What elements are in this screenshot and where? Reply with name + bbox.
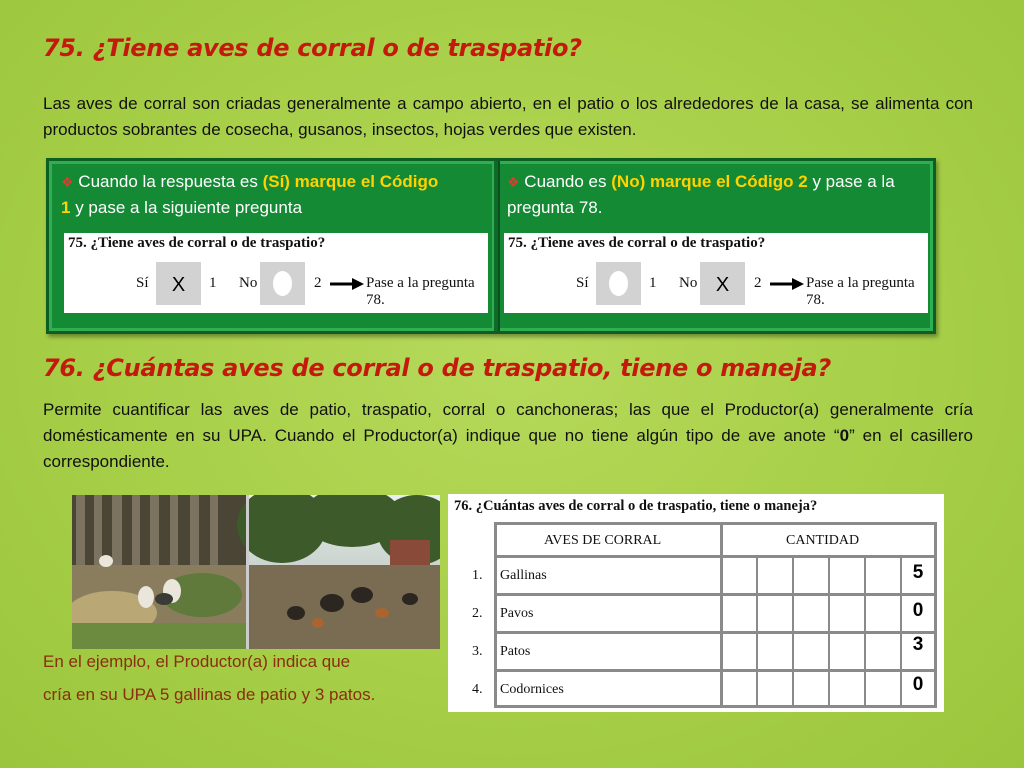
checkbox-mark: X bbox=[715, 274, 730, 296]
table-grid bbox=[494, 522, 937, 708]
row-bird-name: Gallinas bbox=[500, 568, 547, 583]
table-rule bbox=[494, 555, 937, 558]
poultry-photo-image bbox=[72, 495, 440, 649]
instruction-yes-pre: Cuando la respuesta es bbox=[73, 172, 263, 191]
yes-checkbox[interactable] bbox=[156, 262, 201, 305]
row-number: 1. bbox=[472, 568, 483, 583]
instruction-yes-highlight: (Sí) marque el Código 1 bbox=[61, 172, 439, 217]
no-label: No bbox=[679, 275, 698, 291]
column-header-quantity: CANTIDAD bbox=[786, 533, 860, 548]
instruction-panel bbox=[46, 158, 936, 334]
poultry-count-table bbox=[448, 494, 944, 712]
arrow-right-icon bbox=[770, 277, 804, 291]
yes-label: Sí bbox=[136, 275, 149, 291]
cell-divider bbox=[792, 556, 794, 708]
no-checkbox[interactable] bbox=[700, 262, 745, 305]
table-divider bbox=[720, 522, 723, 708]
description-post: ” en el casillero correspondiente. bbox=[43, 426, 974, 471]
quantity-cell[interactable]: 5 bbox=[912, 562, 924, 583]
table-rule bbox=[494, 631, 937, 634]
cell-divider bbox=[828, 556, 830, 708]
column-header-birds: AVES DE CORRAL bbox=[544, 533, 662, 548]
description-zero: 0 bbox=[839, 426, 850, 445]
description-pre: Permite cuantificar las aves de patio, traspatio, corral o canchoneras; las que el Productor(a) generalmente cría domésticamente en su UPA. Cuando el Productor(a) indique que no tiene algún tipo de ave anote “ bbox=[43, 400, 973, 445]
instruction-yes bbox=[61, 169, 441, 221]
quantity-cell[interactable]: 0 bbox=[912, 674, 924, 695]
row-number: 3. bbox=[472, 644, 483, 659]
instruction-no-highlight: (No) marque el Código 2 bbox=[611, 172, 808, 191]
no-checkbox[interactable] bbox=[260, 262, 305, 305]
no-code: 2 bbox=[754, 275, 762, 291]
yes-label: Sí bbox=[576, 275, 589, 291]
panel-divider bbox=[492, 161, 500, 331]
bullet-diamond-icon: ❖ bbox=[507, 174, 520, 190]
empty-oval-icon bbox=[273, 271, 292, 296]
table-rule bbox=[494, 669, 937, 672]
poultry-photo bbox=[72, 495, 440, 649]
instruction-no-pre: Cuando es bbox=[519, 172, 612, 191]
skip-instruction: Pase a la pregunta 78. bbox=[806, 275, 915, 308]
no-label: No bbox=[239, 275, 258, 291]
empty-oval-icon bbox=[609, 271, 628, 296]
question-76-title: 76. ¿Cuántas aves de corral o de traspatio, tiene o maneja? bbox=[43, 354, 832, 382]
table-title: 76. ¿Cuántas aves de corral o de traspatio, tiene o maneja? bbox=[454, 498, 818, 514]
bullet-diamond-icon: ❖ bbox=[61, 174, 74, 190]
example-caption-line1: En el ejemplo, el Productor(a) indica que bbox=[43, 652, 351, 671]
skip-instruction: Pase a la pregunta 78. bbox=[366, 275, 475, 308]
question-75-title: 75. ¿Tiene aves de corral o de traspatio? bbox=[43, 34, 582, 62]
row-number: 4. bbox=[472, 682, 483, 697]
instruction-no bbox=[507, 169, 927, 221]
yes-checkbox[interactable] bbox=[596, 262, 641, 305]
form-example-no bbox=[504, 233, 928, 313]
quantity-cell[interactable]: 0 bbox=[912, 600, 924, 621]
row-number: 2. bbox=[472, 606, 483, 621]
arrow-right-icon bbox=[330, 277, 364, 291]
form-question: 75. ¿Tiene aves de corral o de traspatio? bbox=[508, 235, 766, 251]
instruction-yes-post: y pase a la siguiente pregunta bbox=[70, 198, 303, 217]
cell-divider bbox=[864, 556, 866, 708]
form-question: 75. ¿Tiene aves de corral o de traspatio? bbox=[68, 235, 326, 251]
row-bird-name: Codornices bbox=[500, 682, 564, 697]
question-75-description: Las aves de corral son criadas generalmente a campo abierto, en el patio o los alrededores de la casa, se alimenta con productos sobrantes de cosecha, gusanos, insectos, hojas verdes que existen. bbox=[43, 94, 973, 139]
question-76-description bbox=[43, 397, 973, 475]
instruction-no-post: y pase a la pregunta 78. bbox=[507, 172, 895, 217]
yes-code: 1 bbox=[649, 275, 657, 291]
no-code: 2 bbox=[314, 275, 322, 291]
table-rule bbox=[494, 593, 937, 596]
example-caption-line2: cría en su UPA 5 gallinas de patio y 3 patos. bbox=[43, 685, 376, 704]
yes-code: 1 bbox=[209, 275, 217, 291]
quantity-cell[interactable]: 3 bbox=[912, 634, 924, 655]
row-bird-name: Patos bbox=[500, 644, 531, 659]
cell-divider bbox=[756, 556, 758, 708]
checkbox-mark: X bbox=[171, 274, 186, 296]
form-example-yes bbox=[64, 233, 488, 313]
row-bird-name: Pavos bbox=[500, 606, 534, 621]
